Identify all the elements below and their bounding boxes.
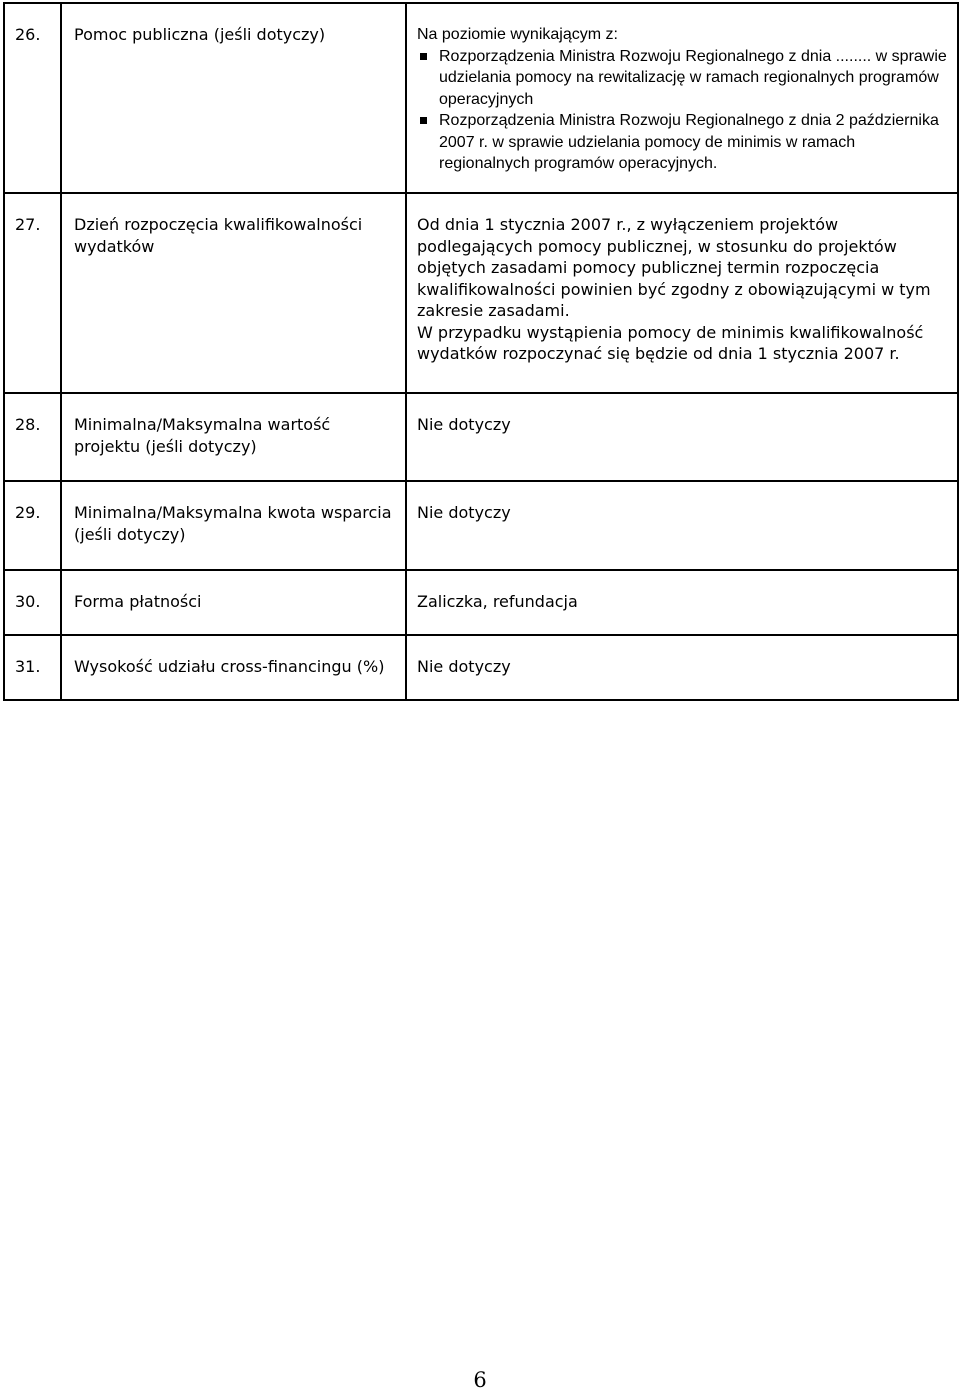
- row-value: Zaliczka, refundacja: [406, 570, 958, 635]
- criteria-table: [3, 2, 959, 701]
- table-row: [4, 393, 958, 481]
- table-row: [4, 635, 958, 700]
- row-label: Wysokość udziału cross-financingu (%): [61, 635, 406, 700]
- row-number: 28.: [4, 393, 61, 481]
- table-row: [4, 193, 958, 393]
- row-value: [406, 3, 958, 193]
- row-value: [406, 193, 958, 393]
- table-row: [4, 481, 958, 570]
- square-bullet-icon: [420, 53, 427, 60]
- value-intro: Na poziomie wynikającym z:: [417, 26, 618, 43]
- value-paragraph: Od dnia 1 stycznia 2007 r., z wyłączeniem projektów podlegających pomocy publicznej, w stosunku do projektów objętych zasadami pomocy publicznej termin rozpoczęcia kwalifikowalności powinien być zgodny z obowiązującymi w tym zakresie zasadami.: [417, 215, 931, 320]
- row-value: Nie dotyczy: [406, 393, 958, 481]
- regulation-list: [417, 46, 949, 175]
- table-row: [4, 570, 958, 635]
- row-value: Nie dotyczy: [406, 481, 958, 570]
- row-label: Pomoc publiczna (jeśli dotyczy): [61, 3, 406, 193]
- row-label: Forma płatności: [61, 570, 406, 635]
- list-item-text: Rozporządzenia Ministra Rozwoju Regionalnego z dnia ........ w sprawie udzielania pomocy na rewitalizację w ramach regionalnych programów operacyjnych: [439, 47, 947, 108]
- page-number: 6: [473, 1368, 487, 1392]
- list-item-text: Rozporządzenia Ministra Rozwoju Regionalnego z dnia 2 października 2007 r. w sprawie udzielania pomocy de minimis w ramach regionalnych programów operacyjnych.: [439, 112, 939, 172]
- value-paragraph: W przypadku wystąpienia pomocy de minimis kwalifikowalność wydatków rozpoczynać się będzie od dnia 1 stycznia 2007 r.: [417, 322, 924, 363]
- row-number: 31.: [4, 635, 61, 700]
- list-item: [417, 46, 949, 111]
- row-label: Minimalna/Maksymalna kwota wsparcia (jeśli dotyczy): [61, 481, 406, 570]
- row-label: Minimalna/Maksymalna wartość projektu (jeśli dotyczy): [61, 393, 406, 481]
- row-value: Nie dotyczy: [406, 635, 958, 700]
- row-number: 30.: [4, 570, 61, 635]
- square-bullet-icon: [420, 117, 427, 124]
- table-row: [4, 3, 958, 193]
- row-number: 29.: [4, 481, 61, 570]
- row-number: 27.: [4, 193, 61, 393]
- row-number: 26.: [4, 3, 61, 193]
- list-item: [417, 110, 949, 175]
- row-label: Dzień rozpoczęcia kwalifikowalności wydatków: [61, 193, 406, 393]
